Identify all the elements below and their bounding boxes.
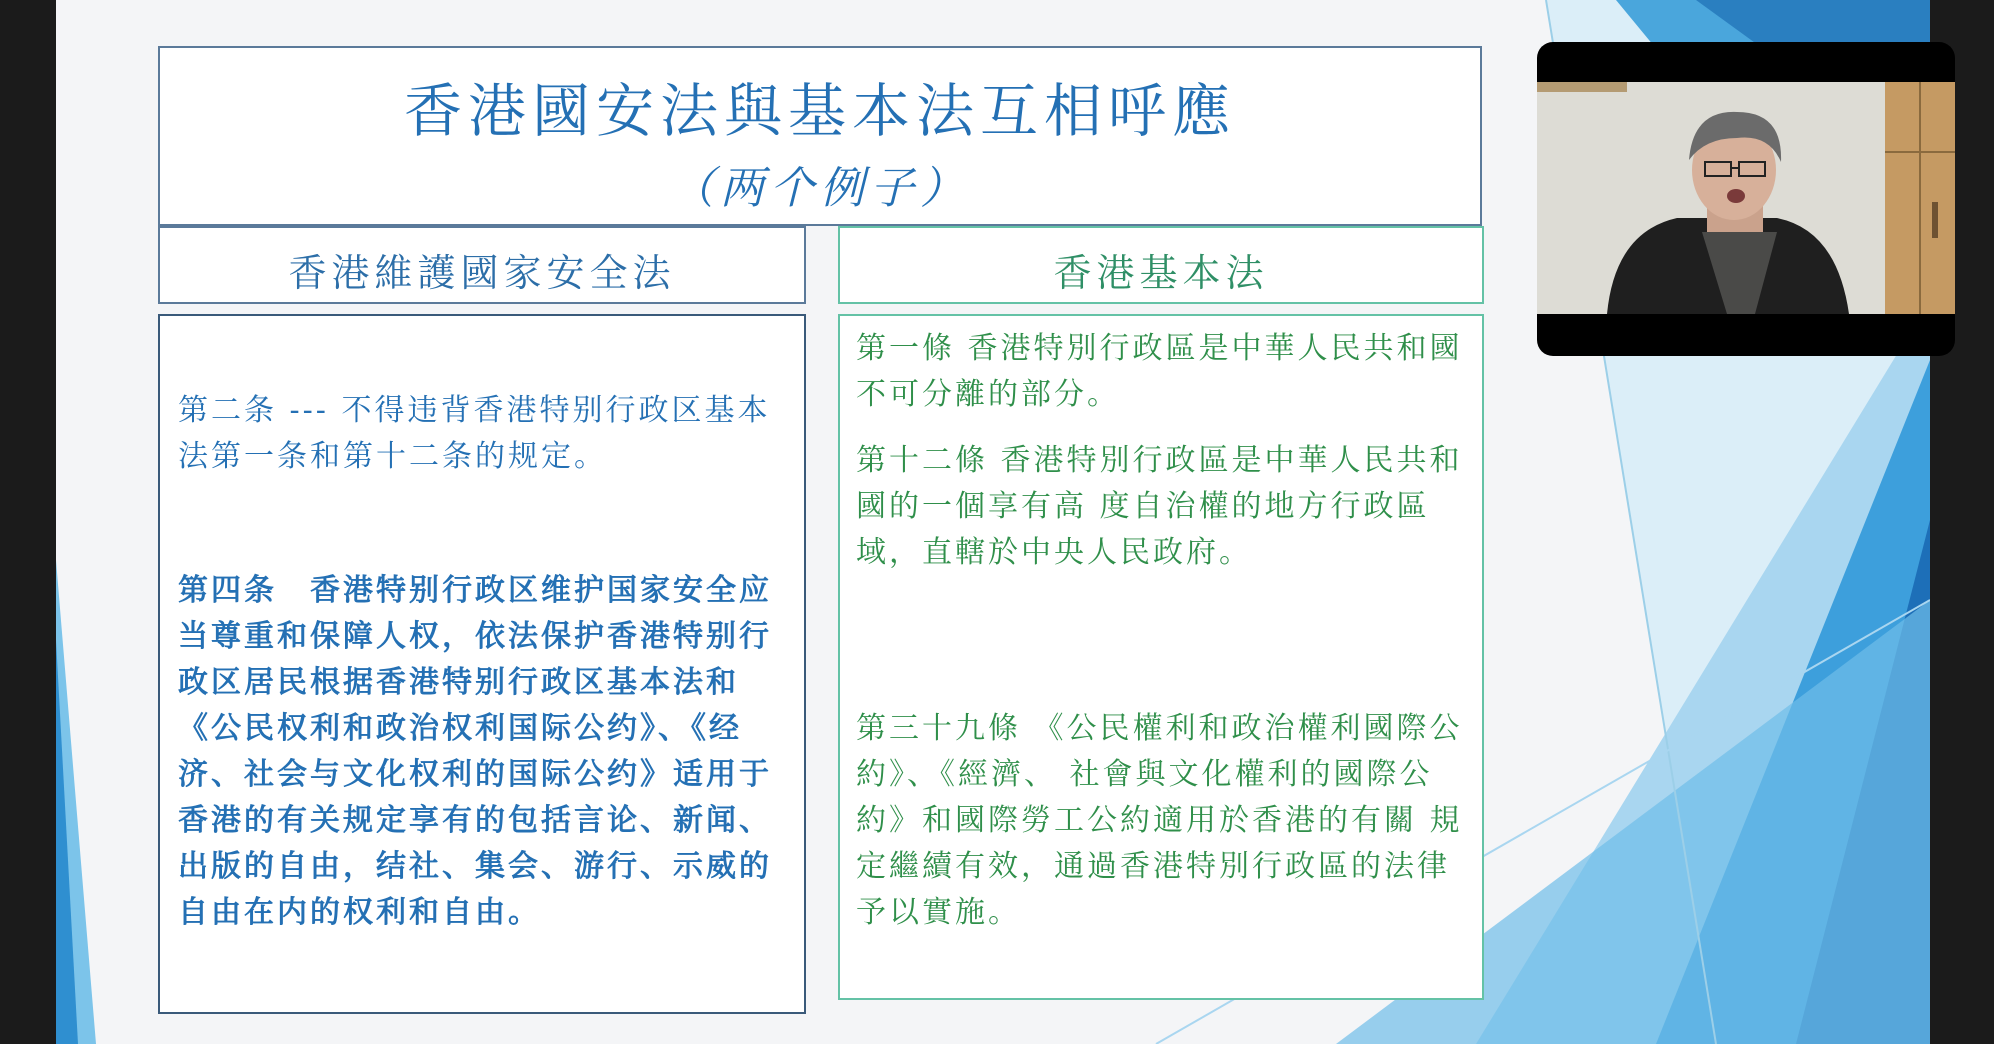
right-content-panel (838, 314, 1484, 1000)
left-header-text: 香港維護國家安全法 (288, 251, 676, 295)
article-12-text: 第十二條 香港特別行政區是中華人民共和國的一個享有高 度自治權的地方行政區域，直轄於中央人民政府。 (856, 443, 1463, 570)
left-column-header (158, 226, 806, 304)
article-4-text: 第四条 香港特别行政区维护国家安全应当尊重和保障人权，依法保护香港特别行政区居民根据香港特别行政区基本法和《公民权利和政治权利国际公约》、《经济、社会与文化权利的国际公约》适用于香港的有关规定享有的包括言论、新闻、出版的自由，结社、集会、游行、示威的自由在内的权利和自由。 (178, 573, 772, 930)
left-content-panel (158, 314, 806, 1014)
video-feed (1537, 82, 1955, 314)
right-column-header (838, 226, 1484, 304)
participant-video-tile[interactable] (1537, 42, 1955, 356)
participant-video-icon (1537, 82, 1955, 314)
article-1-text: 第一條 香港特別行政區是中華人民共和國不可分離的部分。 (856, 331, 1463, 412)
right-header-text: 香港基本法 (1053, 251, 1269, 295)
slide-subtitle: （两个例子） (670, 163, 970, 214)
slide-title: 香港國安法與基本法互相呼應 (403, 77, 1236, 145)
slide-title-box (158, 46, 1482, 226)
article-2-text: 第二条 --- 不得违背香港特别行政区基本法第一条和第十二条的规定。 (178, 393, 771, 474)
article-39-text: 第三十九條 《公民權利和政治權利國際公約》、《經濟、 社會與文化權利的國際公約》和國際勞工公約適用於香港的有關 規定繼續有效，通過香港特別行政區的法律予以實施。 (856, 711, 1463, 930)
